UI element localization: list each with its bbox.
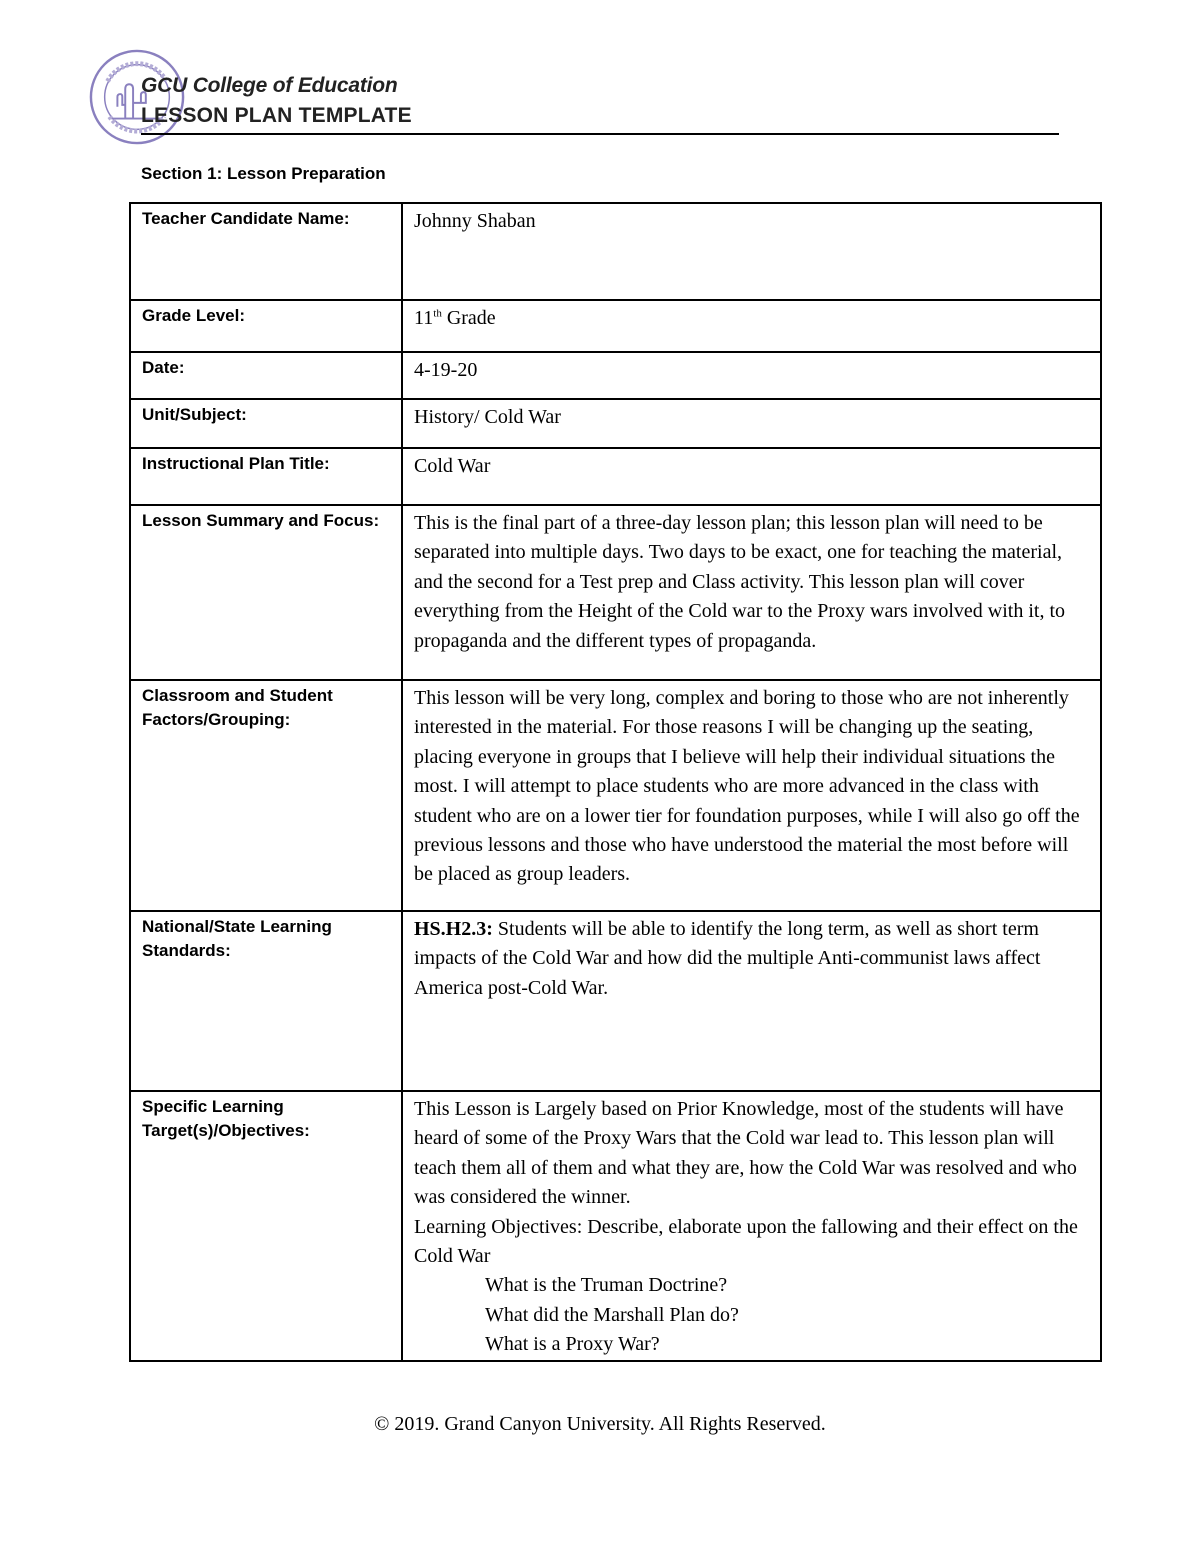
table-row-title [130,448,1101,505]
standards-value [402,911,1101,1091]
copyright-footer: © 2019. Grand Canyon University. All Rights Reserved. [374,1413,826,1435]
header-divider [141,133,1059,135]
plan-title-value: Cold War [402,448,1101,505]
teacher-value: Johnny Shaban [402,203,1101,300]
table-row-unit [130,399,1101,448]
table-row-objectives [130,1091,1101,1361]
unit-label: Unit/Subject: [130,399,402,448]
factors-value: This lesson will be very long, complex and boring to those who are not inherently interested in the material. For those reasons I will be changing up the seating, placing everyone in groups that I believe will help their individual situations the most. I will attempt to place students who are more advanced in the class with student who are on a lower tier for foundation purposes, while I will also go off the previous lessons and those who have understood the material the most before will be placed as group leaders. [402,680,1101,911]
objectives-label: Specific Learning Target(s)/Objectives: [130,1091,402,1361]
date-value: 4-19-20 [402,352,1101,399]
standard-text: Students will be able to identify the long term, as well as short term impacts of the Cold War and how did the multiple Anti-communist laws affect America post-Cold War. [414,918,1041,999]
objective-question: What is the Truman Doctrine? [485,1274,728,1297]
lesson-plan-table [129,202,1102,1362]
grade-label: Grade Level: [130,300,402,352]
template-title: LESSON PLAN TEMPLATE [141,104,412,127]
date-label: Date: [130,352,402,399]
grade-word: Grade [441,307,496,329]
objective-question: What did the Marshall Plan do? [485,1303,739,1326]
summary-value: This is the final part of a three-day lesson plan; this lesson plan will need to be separated into multiple days. Two days to be exact, one for teaching the material, and the second for a Test prep and Class activity. This lesson plan will cover everything from the Height of the Cold war to the Proxy wars involved with it, to propaganda and the different types of propaganda. [402,505,1101,680]
grade-value [402,300,1101,352]
table-row-grade [130,300,1101,352]
standard-code: HS.H2.3: [414,918,493,940]
objective-question: What is a Proxy War? [485,1333,660,1356]
table-row-summary [130,505,1101,680]
objectives-intro: This Lesson is Largely based on Prior Knowledge, most of the students will have heard of some of the Proxy Wars that the Cold war lead to. This lesson plan will teach them all of them and what they are, how the Cold War was resolved and who was considered the winner. [414,1098,1077,1209]
grade-number: 11 [414,307,434,329]
unit-value: History/ Cold War [402,399,1101,448]
learning-objectives-line: Learning Objectives: Describe, elaborate upon the fallowing and their effect on the Cold War [414,1215,1078,1268]
teacher-label: Teacher Candidate Name: [130,203,402,300]
table-row-standards [130,911,1101,1091]
objectives-value [402,1091,1101,1361]
plan-title-label: Instructional Plan Title: [130,448,402,505]
summary-label: Lesson Summary and Focus: [130,505,402,680]
grade-suffix: th [433,307,442,320]
factors-label: Classroom and Student Factors/Grouping: [130,680,402,911]
standards-label: National/State Learning Standards: [130,911,402,1091]
college-title: GCU College of Education [141,74,398,97]
section-heading: Section 1: Lesson Preparation [141,164,386,183]
table-row-date [130,352,1101,399]
table-row-teacher [130,203,1101,300]
table-row-factors [130,680,1101,911]
